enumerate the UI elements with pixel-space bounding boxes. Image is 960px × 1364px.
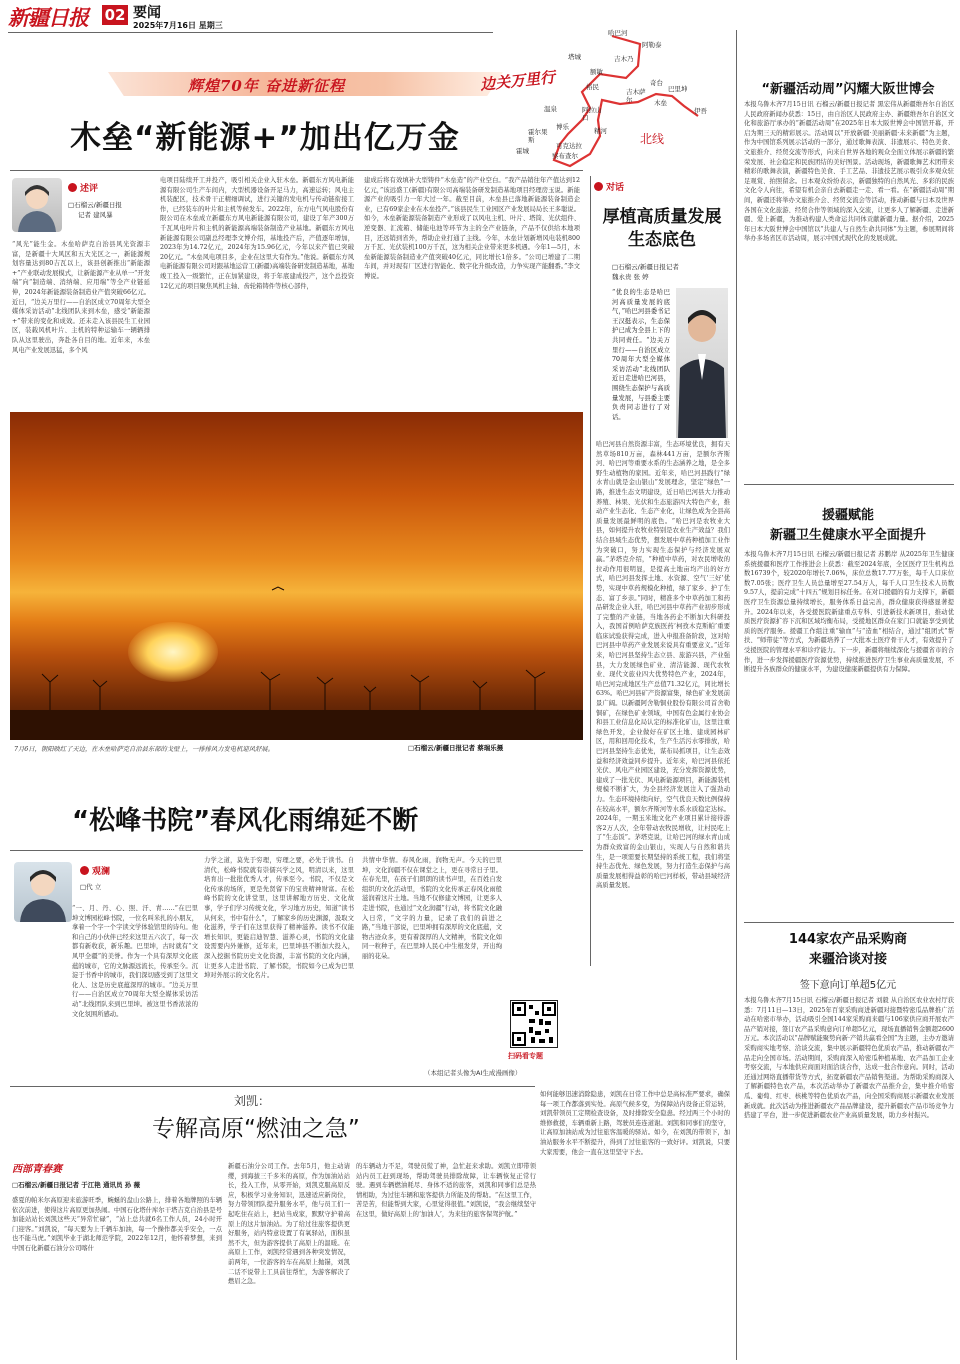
right-article3-body: 本报乌鲁木齐7月15日讯 石榴云/新疆日报记者 刘毅 从自治区农业农村厅获悉：7月11日—13日，2025年百家采购商进新疆对接暨特密瓜品牌推广活动在哈密市举办，活动吸引全国144家采购商来疆与106家供应商开展农产品产销对接，签订农产品采购意向订单超5亿元，现场直播销售金额超2600万元。本次活动以“品牌赋能聚势向新·产销共赢看全国”为主题，主办方邀请采购商实地考察、洽谈交流，集中展示新疆特色优质农产品，推动新疆农产品走向全国市场。活动期间，采购商深入哈密瓜种植基地、农产品加工企业考察交流，与本地供应商面对面洽谈合作，达成一批合作意向。同时，活动还通过网络直播带货等方式，拓宽新疆农产品销售渠道。为帮助采购商深入了解新疆特色农产品，本次活动举办了新疆农产品推介会，集中推介哈密瓜、葡萄、红枣、核桃等特色优质农产品，向全国采购商展示新疆农业发展新成就。此次活动为推进新疆农产品品牌建设，提升新疆农产品市场竞争力搭建了平台，进一步促进新疆农业产业高质量发展，助力乡村振兴。 <box>744 997 954 1120</box>
bottom-col1: 盛夏的帕米尔高原迎来旅游旺季，蜿蜒的盘山公路上，排着各地牌照的车辆依次前进，使得这片高原更加热闹。中国石化塔什库尔干塔吉克自治县是号加能站站长刘凯这些天“异常忙碌”，“站上总共就6名工作人员，24小时开门迎客。”刘凯说，“每天要为上千辆车加油，每一个操作都关乎安全，一点也不能马虎。”刘凯毕业于湖北师范学院，2022年12月，他怀着梦想，来到中国石化新疆石油分公司喀什 <box>12 1197 222 1252</box>
main-headline: 木垒“新能源+”加出亿万金 <box>70 120 460 156</box>
tag-observation <box>80 864 110 877</box>
bottom-byline: □石榴云/新疆日报记者 于江艳 通讯员 孙 薇 <box>12 1181 141 1189</box>
main-byline <box>68 200 122 220</box>
right-article2-title: 援疆赋能 新疆卫生健康水平全面提升 <box>769 508 926 543</box>
tag-dialogue <box>594 180 624 193</box>
route-node: 吉木乃 <box>614 55 634 63</box>
bottom-kicker: 刘凯： <box>234 1094 271 1108</box>
section-title: 要闻 <box>133 5 161 21</box>
section-rule <box>10 1086 535 1087</box>
series-logo: 边关万里行 <box>479 68 556 94</box>
right-rule <box>744 922 954 923</box>
masthead-logo: 新疆日报 <box>8 5 88 30</box>
right-rule <box>744 484 954 485</box>
route-node: 伊吾 <box>694 107 707 115</box>
right-article1-body: 本报乌鲁木齐7月15日讯 石榴云/新疆日报记者 黑宏伟从新疆维吾尔自治区人民政府新闻办获悉：15日，由自治区人民政府主办、新疆维吾尔自治区文化和旅游厅承办的“新疆活动周”在2025年日本大阪世博会中国馆开幕，开启为期三天的精彩展示。活动周以“开放新疆·美丽新疆·未来新疆”为主题，作为中国馆系列展示活动的一部分，通过歌舞表演、非遗展示、特色美食、文旅推介、经贸交流等形式，向来自世界各地的观众全面立体展示新疆的繁荣发展、社会稳定和民族团结的美好图景。活动现场，新疆歌舞艺术团带来精彩的歌舞表演，新疆特色美食、手工艺品、非遗技艺展示吸引众多观众驻足观赏、拍照留念。日本观众纷纷表示，新疆独特的自然风光、多彩的民族文化令人向往，希望有机会亲自去新疆走一走、看一看。在“新疆活动周”期间，新疆还将举办文旅推介会、经贸交流会等活动，推动新疆与日本及世界各国在文化旅游、经贸合作等领域的深入交流，让更多人了解新疆、走进新疆、爱上新疆，为推动构建人类命运共同体贡献新疆力量。据介绍，2025年日本大阪世博会中国馆以“共建人与自然生命共同体”为主题，参展期间将举办多场省区市活动周，展示中国式现代化的发展成就。 <box>744 101 954 243</box>
interviewee-portrait-icon <box>676 288 728 438</box>
route-node: 额敏 <box>590 68 603 76</box>
page-number: 02 <box>102 5 128 25</box>
songfeng-col2: 力学之道，莫先于穷理，穷理之要，必先于读书。自清代，松峰书院就有崇儒兴学之风，明清以来，这里培育出一批批优秀人才，传承至今。书院，不仅是文化传承的场所，更是先贤留下的宝贵精神财富。在松峰书院的文化讲堂里，这里讲解地方历史、文化故事，学子们学习传统文化，学习地方历史，知道“读书从何来，书中有什么”，了解家乡的历史渊源，汲取文化滋养，学子们在这里获得了精神滋养。读书不仅能增长知识，更能启迪智慧、滋养心灵，书院的文化建设需要内外兼修，近年来，巴里坤县不断加大投入，深入挖掘书院历史文化资源，丰富书院的文化内涵，让更多人走进书院、了解书院，书院如今已成为巴里坤对外展示的文化名片。 <box>204 857 354 980</box>
byline-line: □石榴云/新疆日报记者 <box>612 263 679 271</box>
tag-label: 述评 <box>80 184 99 194</box>
main-article-col2: 电项目陆续开工并投产，吸引相关企业入驻木垒。新疆东方风电新能源有限公司生产车间内，大型机器设备开足马力，高速运转；风电主机装配区，技术骨干正精细调试，进行关键的发电机与传动链衔接工作，已经装车的叶片和主机等候发车。2022年，东方电气风电股份有限公司在木垒成立新疆东方风电新能源有限公司，建设了年产300万千瓦风电叶片和主机的新能源高端装备制造产业基地。新疆东方风电新能源有限公司副总经理李文博介绍，基地投产后，产值逐年增加，2023年为14.72亿元，2024年为15.96亿元，今年以来产值已突破20亿元。“木垒风电项目多，企业在这里大有作为。”他说。新疆东方风电新能源有限公司对跟基地运营工(新疆)高端装备研发制造基地，基地竣工投入一级繁忙，正在加紧建设，将于年底建成投产，这个总投资12亿元的项目聚焦风机主轴、齿轮箱铸件等核心部件， <box>160 177 354 290</box>
dialogue-title: 厚植高质量发展生态底色 <box>602 207 722 250</box>
byline-line: □石榴云/新疆日报 <box>68 201 122 209</box>
route-node: 奇台 <box>650 79 663 87</box>
headline-rule <box>10 170 583 171</box>
masthead-rule <box>8 32 493 33</box>
slogan-text: 辉煌70年 奋进新征程 <box>188 77 346 95</box>
avatar-illustration-icon <box>14 862 72 922</box>
tag-dot-icon <box>68 183 77 192</box>
songfeng-col3: 共情中华情。春风化雨，润物无声。今天的巴里坤，文化润疆不仅在课堂之上，更在寻常日子里。在春光里，在孩子们朗朗的读书声里，在百姓自发组织的文化活动里，书院的文化传承正春风化雨般滋润着这片土地。当地不仅修建文博园，让更多人走进书院，也通过“文化润疆”行动，将书院文化融入日常，“文字的力量，记录了我们的前进之路，”当地干部说，巴里坤拥有深厚的文化底蕴，文物古迹众多，更有着深厚的人文精神，书院文化如同一粒种子，在巴里坤人民心中生根发芽，开出绚丽的花朵。 <box>362 857 502 960</box>
issue-date: 2025年7月16日 星期三 <box>133 21 223 30</box>
bottom-col4: 如何能够迅速消除隐患，刘凯在日常工作中总是高标准严要求，确保每一项工作都落到实处。高原气候多变，为保障站内设备正常运转，刘凯带领员工定期检查设备，及时排除安全隐患。经过两三个小时的维修救援，车辆重新上路，驾驶员连连道谢。刘凯和同事们的坚守，让高原加油站成为过往旅客温暖的驿站。如今，在刘凯的带领下，加油站服务水平不断提升，得到了过往旅客的一致好评。刘凯说，只要大家需要，他会一直在这里坚守下去。 <box>540 1091 730 1156</box>
bottom-series-logo: 西部青春赛 <box>12 1164 62 1175</box>
tag-dot-icon <box>80 866 89 875</box>
route-node: 木垒 <box>654 99 667 107</box>
tag-label: 对话 <box>606 183 625 193</box>
byline-line: 魏永贵 张 婷 <box>612 273 649 281</box>
masthead <box>0 0 960 34</box>
right-article2-body: 本报乌鲁木齐7月15日讯 石榴云/新疆日报记者 苏鹏岸 从2025年卫生健康系统援疆和医疗工作推进会上获悉：截至2024年底，全区医疗卫生机构总数16739个，较2020年增长7.06%，床位总数17.77万张，每千人口床位数7.05张；医疗卫生人员总量增至27.54万人，每千人口卫生技术人员数9.57人，提前完成“十四五”规划目标任务。在对口援疆的有力支撑下，新疆医疗卫生资源总量持续增长，服务体系日益完善，群众健康获得感显著提升。2024年以来，各受援医院新建重点专科、引进新技术新项目，推动优质医疗资源扩容下沉和区域均衡布局，受援地区群众在家门口就能享受到优质的医疗服务。援疆工作组注重“输血”与“造血”相结合，通过“组团式”帮扶、“师带徒”等方式，为新疆培养了一大批本土医疗骨干人才，有效提升了受援医院的管理水平和诊疗能力。下一步，新疆将继续深化与援疆省市的合作，进一步发挥援疆医疗资源优势，持续推进医疗卫生事业高质量发展，不断提升各族群众的健康水平，为建设健康新疆提供有力保障。 <box>744 551 954 674</box>
route-node: 巴里坤 <box>668 85 688 93</box>
songfeng-headline: “松峰书院”春风化雨绵延不断 <box>72 806 419 836</box>
songfeng-byline: □代 立 <box>80 883 102 891</box>
route-node: 霍尔果斯 <box>528 128 548 144</box>
ai-avatar-note: （本组记者头像为AI生成漫画像） <box>424 1069 522 1077</box>
dialogue-lede: “优良的生态是哈巴河高质量发展的底气，”哈巴河县委书记王汉挺表示，生态保护已成为全县上下的共同责任。“边关万里行——自治区成立70周年大型全媒体采访活动”北线团队近日走进哈巴河县，围绕生态保护与高质量发展，与县委主要负责同志进行了对话。 <box>612 289 670 421</box>
tag-commentary <box>68 181 98 194</box>
bottom-col2: 新疆石油分公司工作。去年5月，他主动请缨，到海拔三千多米的高原，作为加油站站长，投入工作，从零开始，刘凯克服高原反应，积极学习业务知识，迅速适应新岗位，努力带领团队提升服务水平，他与员工们一起吃住在站上，把站当成家，默默守护着高原上的这片加油站。为了给过往旅客提供更好服务，站内特意设置了有氧驿站，面积虽然不大，但为游客提供了高原上的温暖。在高原上工作，刘凯经常遇到各种突发情况，前两年，一位游客的车在高原上抛锚，刘凯二话不说带上工具前往帮忙，为游客解决了燃眉之急。 <box>228 1163 350 1286</box>
byline-line: 记者 建风暴 <box>78 211 113 219</box>
column-rule <box>736 30 737 1360</box>
column-rule <box>590 176 591 966</box>
sunrise-wind-photo <box>10 412 583 740</box>
main-article-col1: “风光”能生金。木垒哈萨克自治县风光资源丰富，是新疆十大风区和五大光区之一，新能源规划容量达到80吉瓦以上，该县创新推出“新能源+”产业联动发展模式，让新能源产业从单一“开发端”向“制造端、消纳端、应用端”等全产业链延伸，2024年新能源装备制造业产值突破66亿元。近日，“边关万里行——自治区成立70周年大型全媒体采访活动”北线团队来到木垒，感受“新能源+”带来的变化和成效。还未走入该县民生工业园区，装载风机叶片、主机的特种运输车一辆辆排队从这里驶出，奔赴各自目的地。近年来，木垒风电产业发展迅猛，多个风 <box>12 241 150 354</box>
right-article1-title: “新疆活动周”闪耀大阪世博会 <box>761 82 935 97</box>
avatar-illustration-icon <box>12 178 62 232</box>
route-node: 精河 <box>594 127 607 135</box>
route-node: 阿勒泰 <box>642 41 662 49</box>
qr-label: 扫码看专题 <box>508 1052 543 1060</box>
qr-code[interactable] <box>510 1000 558 1048</box>
route-node: 博乐 <box>556 123 569 131</box>
route-node: 可克达拉 <box>556 142 582 150</box>
right-article3-title: 144家农产品采购商 来疆洽谈对接 <box>788 932 908 967</box>
photo-credit: □石榴云/新疆日报记者 蔡瑞乐摄 <box>408 744 504 752</box>
songfeng-col1: “一、月、丹、心、照、汗、青……”在巴里坤文博园松峰书院，一位名叫米扎的小朋友，拿着一个字一个字读文学体验馆里的诗句。他和自己的小伙伴已经来这里五六次了，每一次都有新收获，新乐趣。巴里坤，古时就有“文风甲全疆”的美誉。作为一个具有深厚文化底蕴的城市，它的文脉源远流长，传承至今。沉淀于书香中的城市，我们深切感受到了这里文化人、这是历史底蕴深厚的城市。“边关万里行——自治区成立70周年大型全媒体采访活动”北线团队来到巴里坤。被这里书香浓浓的文化氛围所感动。 <box>72 905 198 1018</box>
dialogue-body: 哈巴河县自然资源丰富，生态环境优良，拥有天然草场810万亩，森林441万亩，是额尔齐斯河、哈巴河等重要水系的生态涵养之地，是全多野生动植物的家园。近年来，哈巴河县践行“绿水青山就是金山银山”发展理念，坚定“绿色”一路，推进生态文明建设，近日哈巴河县大力推动养殖、林果、光伏和生态旅游四大特色产业，推动产业生态化、生态产业化，让绿色成为全县高质量发展最鲜明的底色。“哈巴河是农牧业大县，如何提升农牧业特别是农业生产效益？我们结合县域生态优势，想发展中草药种植加工业作为突破口，努力实现生态保护与经济发展双赢。”茅塔克介绍，“种植中草药，对农民增收的拉动作用很明显，是提高土地亩均产出的好方式，哈巴河县发挥土地、水资源、空气‘三好’优势，实现中草药规模化种植，绿了家乡、护了生态、富了乡亲。”同时，精准多个中草药加工和药品研发企业入驻，哈巴河县中草药产业初步形成了完整的产业链，当地各药企不断加大科研投入，我国首例哈萨克族医药‘柯孜木克斯帕’重要临床试验获得完成，进入申报准备阶段，这对哈巴河县中草药产业发展来说具有重要意义。”近年来，哈巴河县坚持生态立县、旅游兴县，产业强县，大力发展绿色矿业、清洁能源、现代农牧业、现代文旅业四大优势特色产业，2024年，哈巴河完成地区生产总值71.32亿元，同比增长63%。哈巴河县矿产资源富集，绿色矿业发展前景广阔。以新疆阿舍勒铜业股份有限公司首舍勒铜矿，在绿色矿业领域，中国有色金属行业协会和县工业信息化局认定的标准化矿山，这里注重绿色开发，企业做好在矿区土地、建成园林矿区，用和回用化技术，生产生活污水零排放，哈巴河县坚持生态优先，谋布局抓项目，让生态效益和经济效益同步提升。近年来，哈巴河县依托光伏、风电产业园区建设，充分发挥资源优势，建成了一批光伏、风电新能源项目，新能源装机规模不断扩大，为全县经济发展注入了强劲动力。生态环境持续向好，空气优良天数比例保持在较高水平，额尔齐斯河等水系水质稳定达标。2024年，一期玉米地文化产业项目累计接待游客2万人次，全年带动农牧民增收，让村民吃上了“生态饭”。茅塔克说，让哈巴河的绿水青山成为群众致富的金山银山，实现人与自然和谐共生，是一项需要长期坚持的系统工程，我们将坚持生态优先、绿色发展，努力打造生态保护与高质量发展相得益彰的哈巴河样板，带动县域经济高质量发展。 <box>596 441 730 890</box>
dialogue-byline <box>612 262 679 282</box>
route-node: 哈巴河 <box>608 29 628 37</box>
tag-label: 观澜 <box>92 867 111 877</box>
wind-turbines-icon <box>10 412 583 740</box>
route-label: 北线 <box>640 132 665 146</box>
photo-caption: 7月6日，朝阳映红了天边，在木垒哈萨克自治县东部的戈壁上，一排排风力发电机迎风舒展。 <box>14 746 274 753</box>
tag-dot-icon <box>594 182 603 191</box>
route-node: 吉木萨尔 <box>626 88 646 104</box>
route-map <box>520 24 720 174</box>
right-article3-subtitle: 签下意向订单超5亿元 <box>799 980 897 991</box>
bottom-headline: 专解高原“燃油之急” <box>152 1116 360 1142</box>
qr-code-icon <box>511 1001 557 1047</box>
route-node: 裕民 <box>586 83 599 91</box>
route-node: 塔城 <box>568 53 581 61</box>
route-node: 温泉 <box>544 105 557 113</box>
bottom-col3: 的车辆动力不足，驾驶员慌了神，急忙赶来求助。刘凯立即带领站内员工赶到现场，帮助驾驶员排除故障，让车辆恢复正常行驶。遇到车辆燃油耗尽、身体不适的旅客，刘凯和同事们总是热情相助，为过往车辆和旅客提供力所能及的帮助。“在这里工作，苦是苦，但能帮到大家，心里觉得很值。”刘凯说，“我会继续坚守在这里，做好高原上的‘加油人’，为来往的旅客保驾护航。” <box>356 1163 536 1218</box>
author-avatar <box>12 178 62 232</box>
route-node: 察布查尔 <box>552 152 578 160</box>
route-node: 霍城 <box>516 147 529 155</box>
section-rule <box>10 850 583 851</box>
author-avatar <box>14 862 72 922</box>
route-node: 阿拉山口 <box>582 106 602 122</box>
main-article-col3: 建成后将有效填补大型铸件“木垒造”的产业空白。“我产品销往年产值达到12亿元，”该远盛工(新疆)有限公司高端装备研发制造基地项目经理房玉说。新能源产业的吸引力一年大过一年。截至目前，木垒县已落地新能源装备制造企业，已有69家企业在木垒投产。”该县民生工业园区产业发展局局长王多聪说。如今，木垒新能源装备制造产业形成了以风电主机、叶片、塔筒、光伏组件、逆变器、汇流箱、储能电池等环节为主的全产业链条，产品不仅供给本地项目，还远销到省外，帮助企业打通了主线。今年，木垒计划新增风电装机800万千瓦、光伏装机100万千瓦，这为相关企业带来更多机遇。今年1—5月，木垒新能源装备制造业产值突破40亿元，同比增长1倍多。“公司已增建了二期车间，并对现有厂区进行智能化、数字化升级改造，力争实现产能翻番。”李文博说。 <box>364 177 580 280</box>
interviewee-photo <box>676 288 728 438</box>
